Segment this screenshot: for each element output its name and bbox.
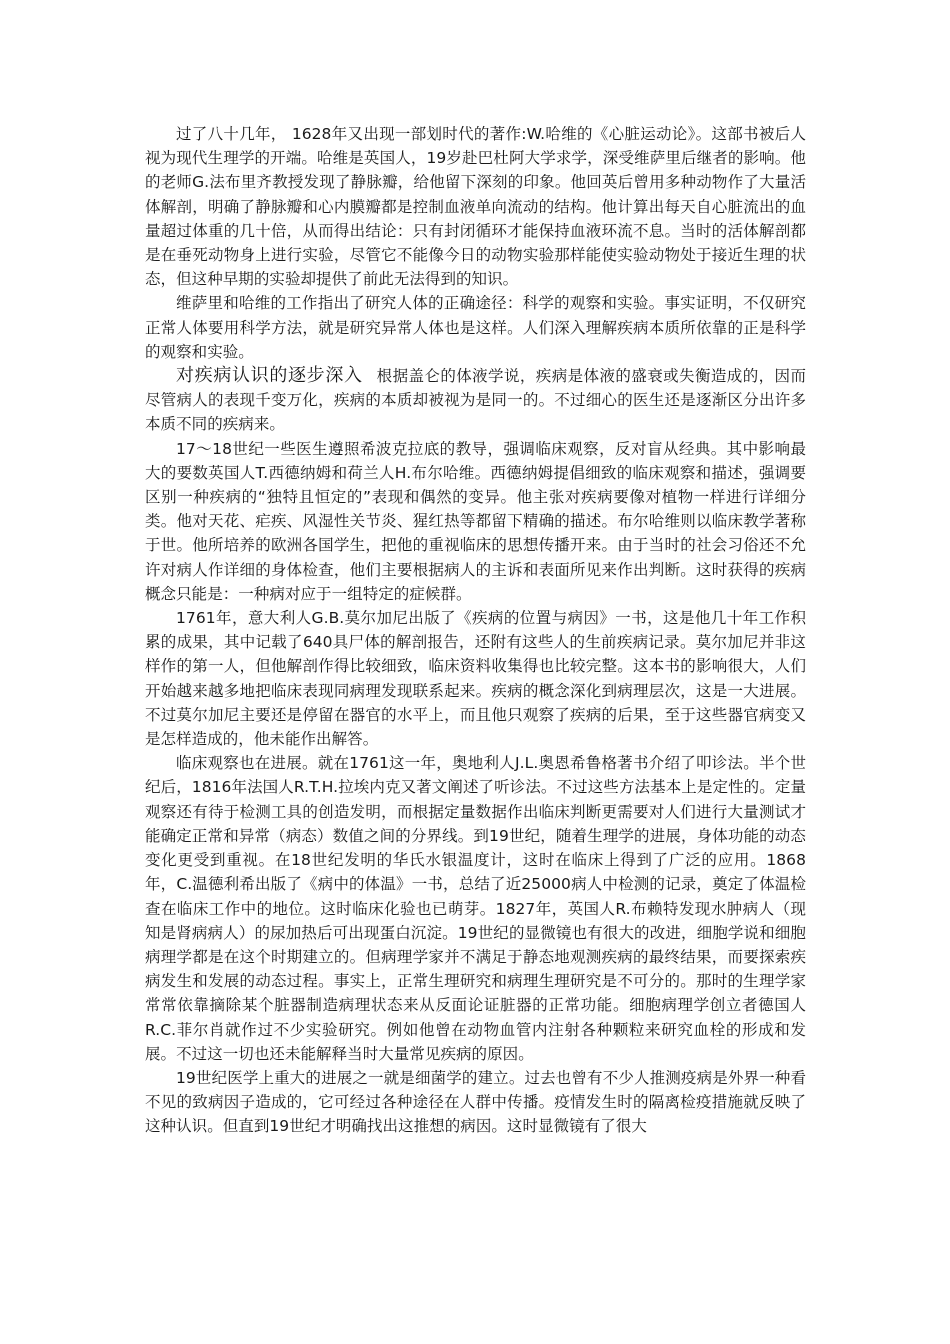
paragraph-morgagni: 1761年，意大利人G.B.莫尔加尼出版了《疾病的位置与病因》一书，这是他几十年工作积累的成果，其中记载了640具尸体的解剖报告，还附有这些人的生前疾病记录。莫尔加尼并非这样作的第一人，但他解剖作得比较细致，临床资料收集得也比较完整。这本书的影响很大，人们开始越来越多地把临床表现同病理发现联系起来。疾病的概念深化到病理层次，这是一大进展。不过莫尔加尼主要还是停留在器官的水平上，而且他只观察了疾病的后果，至于这些器官病变又是怎样造成的，他未能作出解答。 bbox=[145, 609, 806, 749]
paragraph-method: 维萨里和哈维的工作指出了研究人体的正确途径：科学的观察和实验。事实证明，不仅研究正常人体要用科学方法，就是研究异常人体也是这样。人们深入理解疾病本质所依靠的正是科学的观察和实验。 bbox=[145, 294, 806, 361]
paragraph-harvey: 过了八十几年， 1628年又出现一部划时代的著作:W.哈维的《心脏运动论》。这部书被后人视为现代生理学的开端。哈维是英国人，19岁赴巴杜阿大学求学，深受维萨里后继者的影响。他的老师G.法布里齐教授发现了静脉瓣，给他留下深刻的印象。他回英后曾用多种动物作了大量活体解剖，明确了静脉瓣和心内膜瓣都是控制血液单向流动的结构。他计算出每天自心脏流出的血量超过体重的几十倍，从而得出结论：只有封闭循环才能保持血液环流不息。当时的活体解剖都是在垂死动物身上进行实验，尽管它不能像今日的动物实验那样能使实验动物处于接近生理的状态，但这种早期的实验却提供了前此无法得到的知识。 bbox=[145, 125, 806, 289]
paragraph-sydenham: 17～18世纪一些医生遵照希波克拉底的教导，强调临床观察，反对盲从经典。其中影响最大的要数英国人T.西德纳姆和荷兰人H.布尔哈维。西德纳姆提倡细致的临床观察和描述，强调要区别一种疾病的“独特且恒定的”表现和偶然的变异。他主张对疾病要像对植物一样进行详细分类。他对天花、疟疾、风湿性关节炎、猩红热等都留下精确的描述。布尔哈维则以临床教学著称于世。他所培养的欧洲各国学生，把他的重视临床的思想传播开来。由于当时的社会习俗还不允许对病人作详细的身体检查，他们主要根据病人的主诉和表面所见来作出判断。这时获得的疾病概念只能是：一种病对应于一组特定的症候群。 bbox=[145, 439, 806, 603]
paragraph-clinical-observation: 临床观察也在进展。就在1761这一年，奥地利人J.L.奥恩希鲁格著书介绍了叩诊法。半个世纪后，1816年法国人R.T.H.拉埃内克又著文阐述了听诊法。不过这些方法基本上是定性的。定量观察还有待于检测工具的创造发明，而根据定量数据作出临床判断更需要对人们进行大量测试才能确定正常和异常（病态）数值之间的分界线。到19世纪，随着生理学的进展，身体功能的动态变化更受到重视。在18世纪发明的华氏水银温度计，这时在临床上得到了广泛的应用。1868年，C.温德利希出版了《病中的体温》一书，总结了近25000病人中检测的记录，奠定了体温检查在临床工作中的地位。这时临床化验也已萌芽。1827年，英国人R.布赖特发现水肿病人（现知是肾病病人）的尿加热后可出现蛋白沉淀。19世纪的显微镜也有很大的改进，细胞学说和细胞病理学都是在这个时期建立的。但病理学家并不满足于静态地观测疾病的最终结果，而要探索疾病发生和发展的动态过程。事实上，正常生理研究和病理生理研究是不可分的。那时的生理学家常常依靠摘除某个脏器制造病理状态来从反面论证脏器的正常功能。细胞病理学创立者德国人R.C.菲尔肖就作过不少实验研究。例如他曾在动物血管内注射各种颗粒来研究血栓的形成和发展。不过这一切也还未能解释当时大量常见疾病的原因。 bbox=[145, 754, 806, 1063]
section-disease-understanding bbox=[145, 364, 806, 437]
document-page bbox=[145, 122, 806, 1139]
paragraph-bacteriology: 19世纪医学上重大的进展之一就是细菌学的建立。过去也曾有不少人推测疫病是外界一种看不见的致病因子造成的，它可经过各种途径在人群中传播。疫情发生时的隔离检疫措施就反映了这种认识。但直到19世纪才明确找出这推想的病因。这时显微镜有了很大 bbox=[145, 1068, 806, 1136]
section-heading: 对疾病认识的逐步深入 bbox=[176, 365, 363, 387]
section-lead-text: 根据盖仑的体液学说，疾病是体液的盛衰或失衡造成的，因而尽管病人的表现千变万化，疾病的本质却被视为是同一的。不过细心的医生还是逐渐区分出许多本质不同的疾病来。 bbox=[145, 367, 806, 434]
